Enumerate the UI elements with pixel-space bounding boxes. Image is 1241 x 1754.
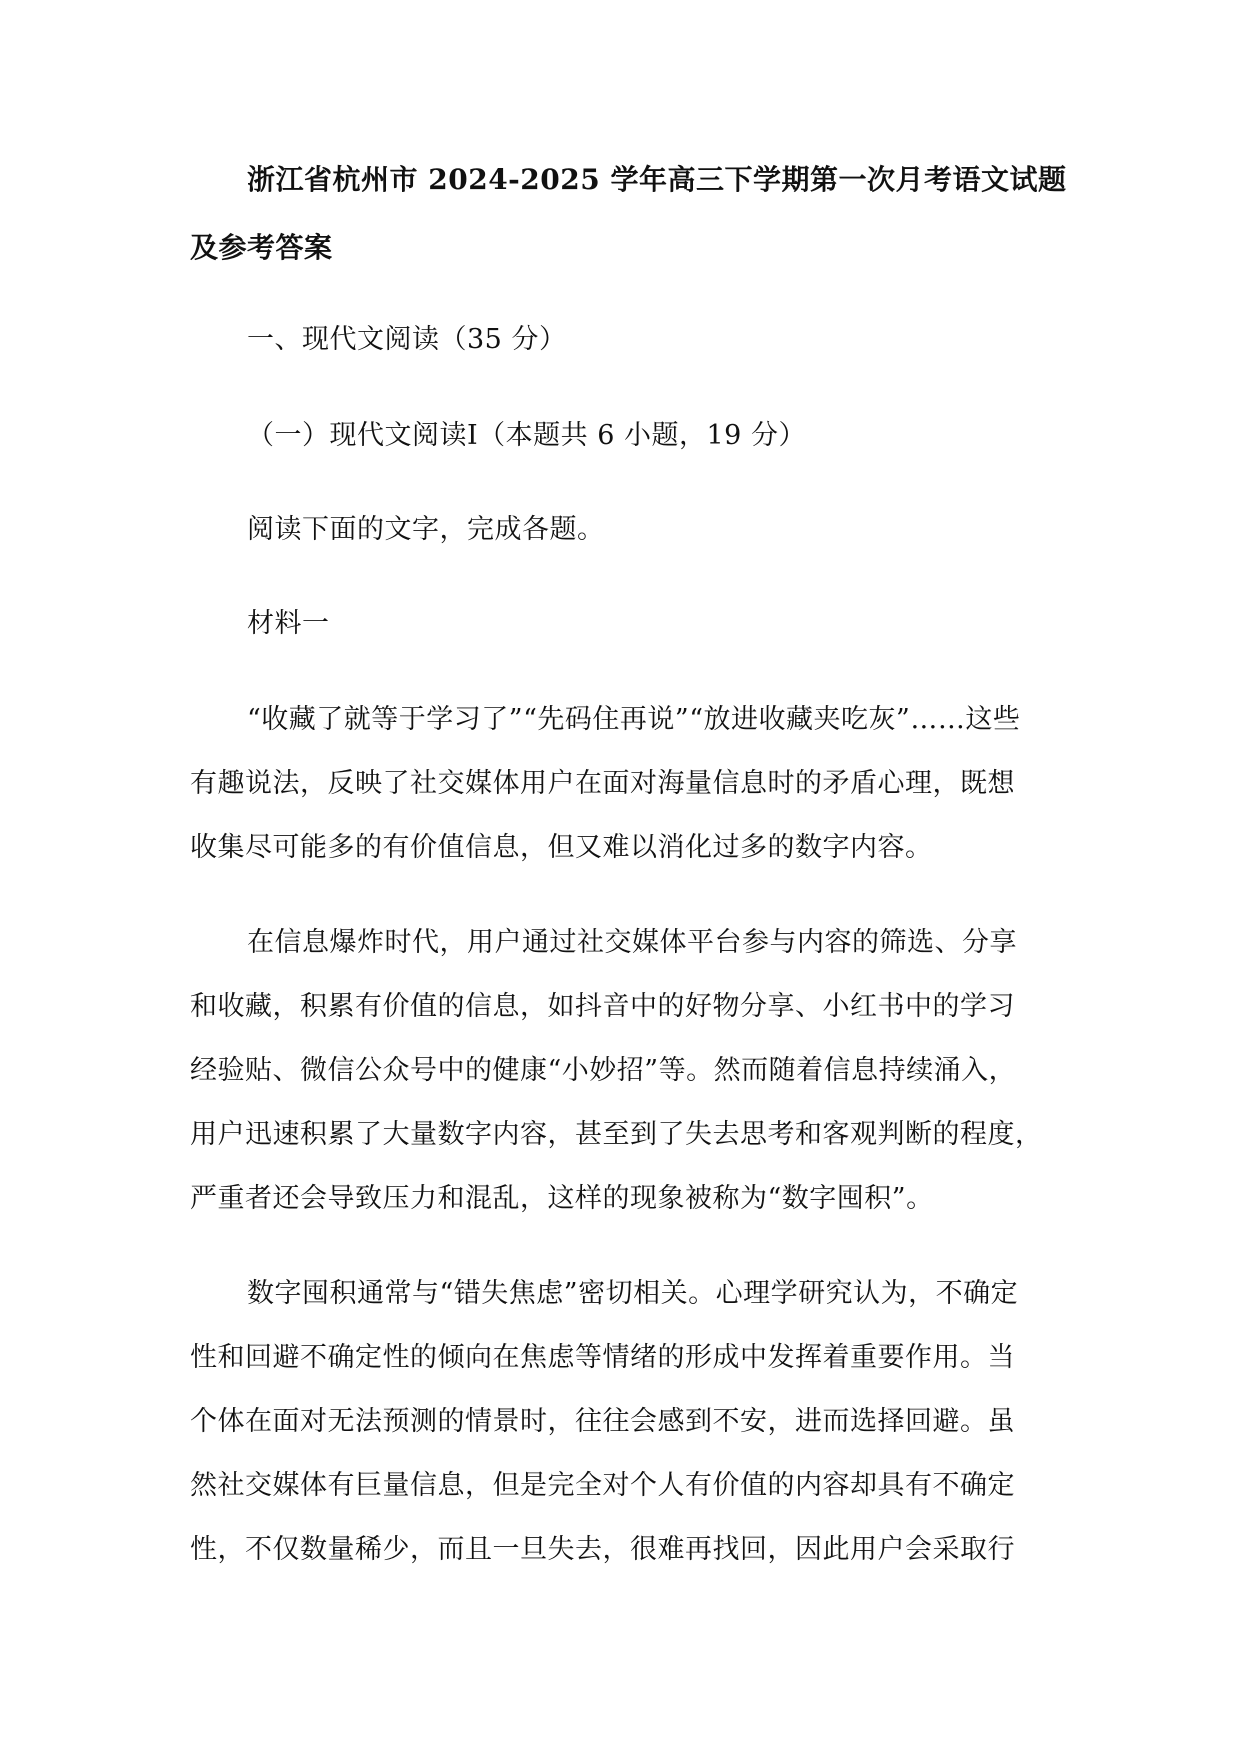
document-title-line-1: 浙江省杭州市 2024-2025 学年高三下学期第一次月考语文试题 bbox=[247, 163, 1067, 196]
document-title-line-2: 及参考答案 bbox=[190, 231, 333, 264]
paragraph-3-line-5: 性，不仅数量稀少，而且一旦失去，很难再找回，因此用户会采取行 bbox=[190, 1534, 1015, 1565]
paragraph-2-line-5: 严重者还会导致压力和混乱，这样的现象被称为“数字囤积”。 bbox=[190, 1183, 934, 1214]
paragraph-1-line-3: 收集尽可能多的有价值信息，但又难以消化过多的数字内容。 bbox=[190, 832, 933, 863]
material-label: 材料一 bbox=[247, 608, 330, 639]
paragraph-1-line-2: 有趣说法，反映了社交媒体用户在面对海量信息时的矛盾心理，既想 bbox=[190, 768, 1015, 799]
paragraph-2-line-4: 用户迅速积累了大量数字内容，甚至到了失去思考和客观判断的程度， bbox=[190, 1119, 1043, 1150]
paragraph-3-line-2: 性和回避不确定性的倾向在焦虑等情绪的形成中发挥着重要作用。当 bbox=[190, 1342, 1015, 1373]
paragraph-2-line-1: 在信息爆炸时代，用户通过社交媒体平台参与内容的筛选、分享 bbox=[247, 927, 1017, 958]
paragraph-3-line-1: 数字囤积通常与“错失焦虑”密切相关。心理学研究认为，不确定 bbox=[247, 1278, 1019, 1309]
paragraph-2-line-3: 经验贴、微信公众号中的健康“小妙招”等。然而随着信息持续涌入， bbox=[190, 1055, 1017, 1086]
paragraph-2-line-2: 和收藏，积累有价值的信息，如抖音中的好物分享、小红书中的学习 bbox=[190, 991, 1015, 1022]
paragraph-1-line-1: “收藏了就等于学习了”“先码住再说”“放进收藏夹吃灰”……这些 bbox=[247, 704, 1021, 735]
subsection-heading: （一）现代文阅读Ⅰ（本题共 6 小题，19 分） bbox=[247, 420, 806, 451]
paragraph-3-line-3: 个体在面对无法预测的情景时，往往会感到不安，进而选择回避。虽 bbox=[190, 1406, 1015, 1437]
paragraph-3-line-4: 然社交媒体有巨量信息，但是完全对个人有价值的内容却具有不确定 bbox=[190, 1470, 1015, 1501]
reading-instruction: 阅读下面的文字，完成各题。 bbox=[247, 514, 605, 545]
section-heading: 一、现代文阅读（35 分） bbox=[247, 324, 567, 355]
